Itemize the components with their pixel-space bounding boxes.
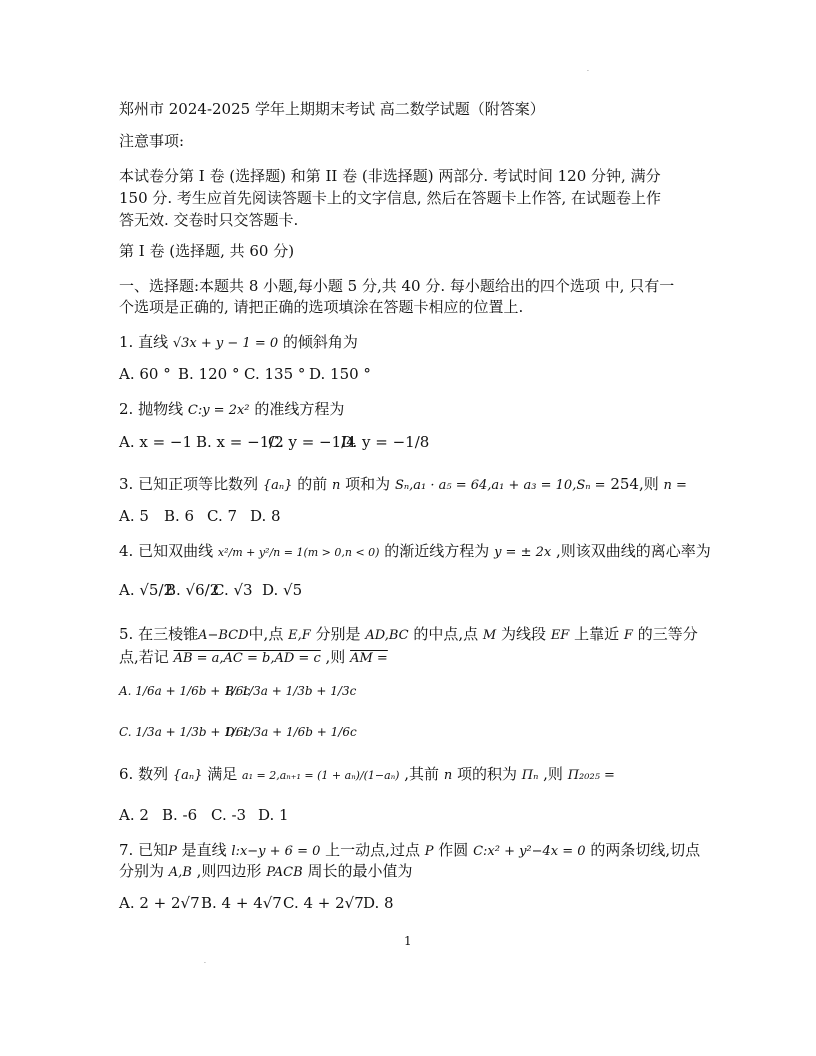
question-math: Πₙ: [521, 768, 539, 783]
question-1: [119, 332, 358, 354]
question-math: {aₙ}: [262, 478, 293, 493]
question-text: 的三等分: [637, 625, 698, 643]
question-7-continued: [119, 861, 412, 883]
question-5: [119, 624, 698, 646]
option-c: C. 7: [207, 507, 238, 525]
question-text: 5. 在三棱锥: [119, 625, 199, 643]
question-text: 周长的最小值为: [307, 862, 413, 880]
question-math: n =: [663, 478, 687, 493]
question-3: [119, 474, 687, 496]
question-math: F: [623, 628, 633, 643]
option-c: C. y = −1/4: [268, 433, 356, 451]
option-c: C. 4 + 2√7: [283, 894, 364, 912]
question-math: x²/m + y²/n = 1(m > 0,n < 0): [217, 546, 380, 559]
question-text: ,其前: [404, 765, 440, 783]
question-math: y = ± 2x: [494, 545, 552, 560]
option-b: B. √6/2: [165, 581, 220, 599]
scan-dot: .: [587, 66, 589, 73]
question-text: 的倾斜角为: [282, 333, 358, 351]
question-math: C:x² + y²−4x = 0: [473, 844, 586, 859]
page-number: 1: [404, 934, 412, 948]
option-a: A. 5: [119, 507, 149, 525]
question-text: 上一动点,过点: [325, 841, 420, 859]
question-text: 为线段: [501, 625, 547, 643]
question-math: C:y = 2x²: [187, 403, 250, 418]
option-a: A. 2 + 2√7: [119, 894, 200, 912]
option-b: B. x = −1/2: [196, 433, 284, 451]
section-heading: 第 I 卷 (选择题, 共 60 分): [119, 242, 295, 260]
question-text: 项的积为: [456, 765, 517, 783]
question-math: Sₙ,a₁ · a₅ = 64,a₁ + a₃ = 10,Sₙ =: [394, 478, 606, 493]
notice-line: 150 分. 考生应首先阅读答题卡上的文字信息, 然后在答题卡上作答, 在试题卷上作: [119, 189, 662, 207]
question-math: a₁ = 2,aₙ₊₁ = (1 + aₙ)/(1−aₙ): [242, 769, 400, 782]
notice-heading: 注意事项:: [119, 132, 185, 150]
question-math: AD,BC: [365, 628, 409, 643]
question-4: [119, 541, 711, 563]
question-math: M: [482, 628, 497, 643]
option-d: D. 8: [363, 894, 394, 912]
notice-line: 本试卷分第 I 卷 (选择题) 和第 II 卷 (非选择题) 两部分. 考试时间 120 分钟, 满分: [119, 167, 661, 185]
question-6: [119, 764, 615, 786]
question-text: ,则: [325, 648, 346, 666]
option-b: B. -6: [162, 806, 198, 824]
option-a: A. √5/2: [119, 581, 174, 599]
question-2: [119, 399, 344, 421]
option-c: C. 1/3a + 1/3b + 1/6c: [119, 725, 251, 739]
question-text: 的中点,点: [413, 625, 479, 643]
question-text: 中,点: [248, 625, 284, 643]
option-b: B. 4 + 4√7: [201, 894, 282, 912]
question-text: 分别为: [119, 862, 165, 880]
question-text: 的准线方程为: [254, 400, 345, 418]
option-c: C. √3: [213, 581, 253, 599]
option-a: A. 2: [119, 806, 149, 824]
notice-line: 答无效. 交卷时只交答题卡.: [119, 211, 299, 229]
question-math: A,B: [168, 865, 192, 880]
option-b: B. 6: [164, 507, 195, 525]
question-text: 点,若记: [119, 648, 169, 666]
question-math: n: [332, 478, 341, 493]
question-text: 7. 已知: [119, 841, 169, 859]
question-text: 的两条切线,切点: [590, 841, 701, 859]
question-math: AM =: [350, 651, 388, 666]
question-text: 分别是: [315, 625, 361, 643]
question-math: l:x−y + 6 = 0: [231, 844, 321, 859]
question-math: P: [424, 844, 434, 859]
question-math: Π₂₀₂₅ =: [567, 768, 615, 783]
question-text: 3. 已知正项等比数列: [119, 475, 259, 493]
question-math: E,F: [288, 628, 311, 643]
document-title: 郑州市 2024-2025 学年上期期末考试 高二数学试题（附答案）: [119, 100, 545, 118]
question-text: 1. 直线: [119, 333, 169, 351]
question-text: 上靠近: [574, 625, 620, 643]
question-text: 满足: [207, 765, 238, 783]
question-text: ,则四边形: [196, 862, 262, 880]
question-math: P: [168, 844, 177, 859]
scan-dot: .: [204, 958, 206, 965]
question-math: √3x + y − 1 = 0: [172, 336, 279, 351]
question-text: 作圆: [438, 841, 469, 859]
instructions-line: 一、选择题:本题共 8 小题,每小题 5 分,共 40 分. 每小题给出的四个选项 中, 只有一: [119, 277, 675, 295]
option-a: A. 1/6a + 1/6b + 1/6c: [119, 684, 251, 698]
option-d: D. 1: [258, 806, 289, 824]
question-text: 的前: [297, 475, 328, 493]
instructions-line: 个选项是正确的, 请把正确的选项填涂在答题卡相应的位置上.: [119, 298, 524, 316]
option-d: D. y = −1/8: [341, 433, 430, 451]
question-text: ,则该双曲线的离心率为: [555, 542, 711, 560]
option-a: A. 60 °: [119, 365, 171, 383]
question-text: 4. 已知双曲线: [119, 542, 214, 560]
question-math: {aₙ}: [172, 768, 203, 783]
option-d: D. 1/3a + 1/6b + 1/6c: [225, 725, 357, 739]
option-d: D. 8: [250, 507, 281, 525]
question-text: 6. 数列: [119, 765, 169, 783]
question-text: 是直线: [181, 841, 227, 859]
question-5-continued: [119, 647, 388, 669]
question-text: 的渐近线方程为: [384, 542, 490, 560]
question-math: PACB: [266, 865, 303, 880]
option-d: D. 150 °: [309, 365, 371, 383]
question-math: AB = a,AC = b,AD = c: [173, 651, 321, 666]
option-c: C. 135 °: [244, 365, 306, 383]
question-text: 254,则: [610, 475, 659, 493]
option-c: C. -3: [211, 806, 247, 824]
option-d: D. √5: [262, 581, 303, 599]
question-text: 项和为: [345, 475, 391, 493]
question-text: 2. 抛物线: [119, 400, 184, 418]
option-b: B. 120 °: [178, 365, 240, 383]
question-7: [119, 840, 700, 862]
question-math: A−BCD: [198, 628, 249, 643]
option-a: A. x = −1: [119, 433, 193, 451]
option-b: B. 1/3a + 1/3b + 1/3c: [225, 684, 357, 698]
question-text: ,则: [543, 765, 563, 783]
question-math: n: [443, 768, 453, 783]
question-math: EF: [550, 628, 570, 643]
